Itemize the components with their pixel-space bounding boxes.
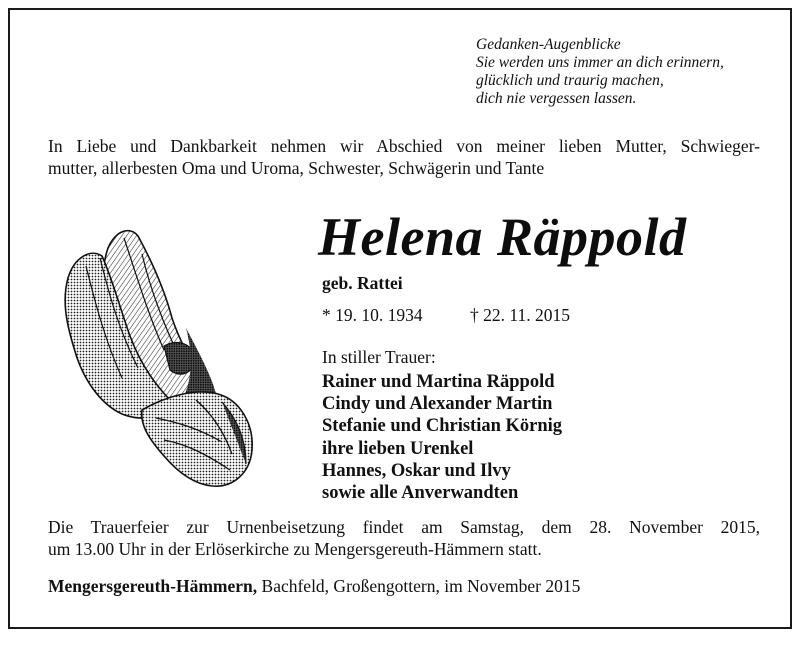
mourner-line: sowie alle Anverwandten [322, 483, 519, 504]
poem-line: glücklich und traurig machen, [476, 72, 664, 89]
intro-line: In Liebe und Dankbarkeit nehmen wir Abschied von meiner lieben Mutter, Schwieger- [48, 136, 760, 156]
intro-text [48, 135, 760, 179]
death-date: † 22. 11. 2015 [470, 305, 570, 325]
mourner-line: Hannes, Oskar und Ilvy [322, 460, 511, 481]
mourner-line: Cindy und Alexander Martin [322, 394, 553, 415]
places-footer [48, 575, 580, 597]
praying-hands-icon [46, 218, 261, 493]
mourners-list [322, 371, 562, 504]
birth-date: * 19. 10. 1934 [322, 305, 423, 325]
maiden-name: geb. Rattei [322, 273, 403, 293]
service-line: Die Trauerfeier zur Urnenbeisetzung findet am Samstag, dem 28. November 2015, [48, 517, 760, 537]
place-rest: Bachfeld, Großengottern, im November 2015 [257, 576, 581, 596]
poem-line: dich nie vergessen lassen. [476, 90, 637, 107]
mourner-line: Stefanie und Christian Körnig [322, 416, 563, 437]
intro-line: mutter, allerbesten Oma und Uroma, Schwester, Schwägerin und Tante [48, 158, 545, 178]
poem-line: Sie werden uns immer an dich erinnern, [476, 54, 724, 71]
place-primary: Mengersgereuth-Hämmern, [48, 576, 258, 596]
deceased-name: Helena Räppold [318, 207, 687, 267]
poem [476, 36, 776, 108]
life-dates [322, 304, 570, 326]
poem-line: Gedanken-Augenblicke [476, 36, 621, 53]
service-line: um 13.00 Uhr in der Erlöserkirche zu Mengersgereuth-Hämmern statt. [48, 539, 542, 559]
mourner-line: ihre lieben Urenkel [322, 438, 474, 459]
obituary-notice [8, 8, 792, 629]
service-info [48, 516, 760, 560]
mourning-label: In stiller Trauer: [322, 347, 436, 367]
mourner-line: Rainer und Martina Räppold [322, 372, 555, 392]
